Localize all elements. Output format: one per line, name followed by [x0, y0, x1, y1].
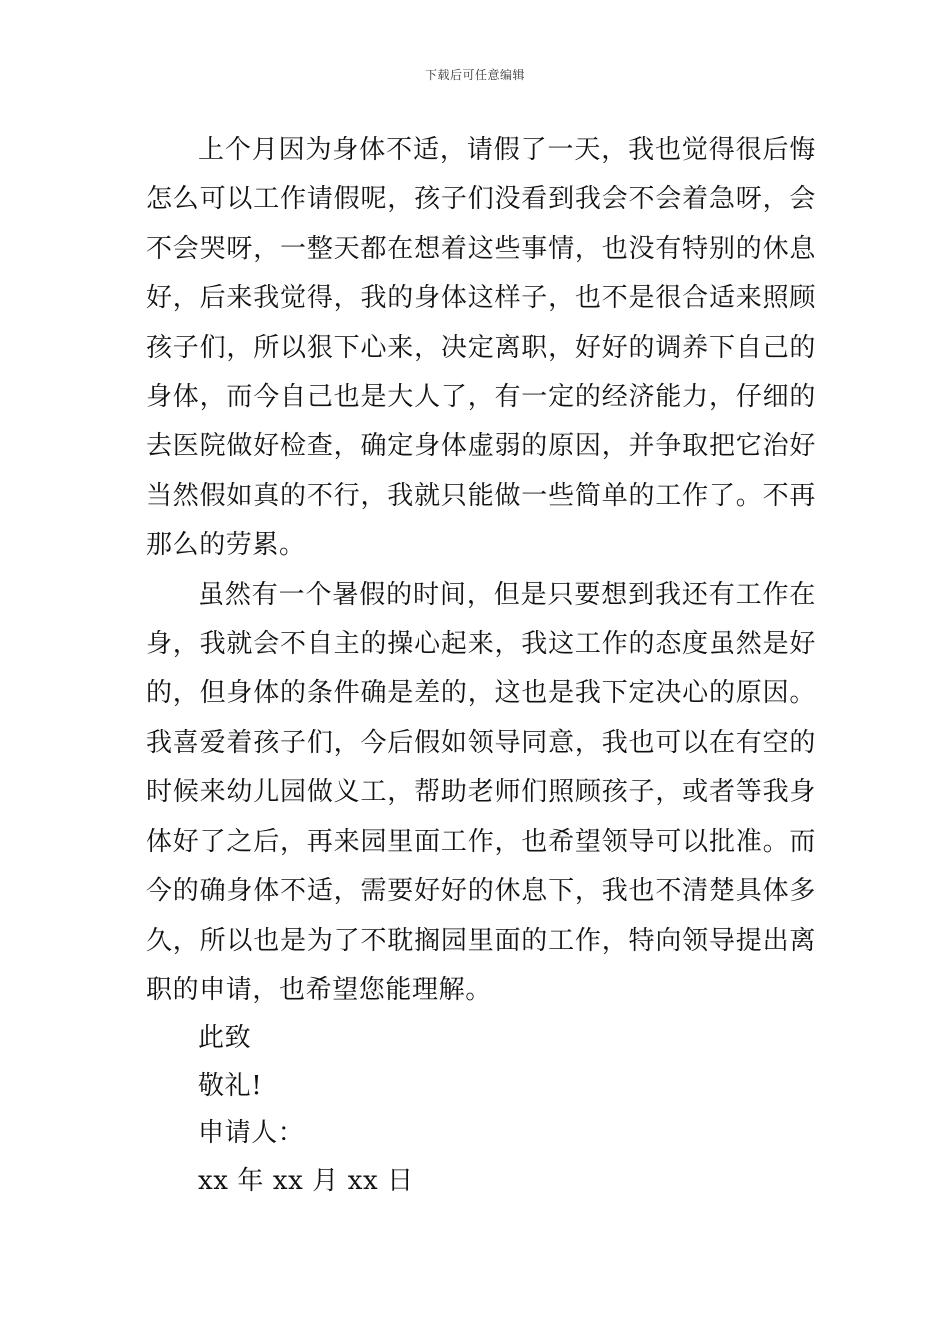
letter-closing — [146, 1015, 816, 1205]
letter-body — [146, 126, 816, 1205]
salutation-line-1: 此致 — [198, 1023, 252, 1054]
applicant-label: 申请人： — [198, 1118, 305, 1149]
header-note: 下载后可任意编辑 — [424, 68, 525, 82]
paragraph-1: 上个月因为身体不适，请假了一天，我也觉得很后悔怎么可以工作请假呢，孩子们没看到我会不会着急呀，会不会哭呀，一整天都在想着这些事情，也没有特别的休息好，后来我觉得，我的身体这样子，也不是很合适来照顾孩子们，所以狠下心来，决定离职，好好的调养下自己的身体，而今自己也是大人了，有一定的经济能力，仔细的去医院做好检查，确定身体虚弱的原因，并争取把它治好当然假如真的不行，我就只能做一些简单的工作了。不再那么的劳累。 — [146, 135, 816, 561]
salutation-line-2: 敬礼! — [198, 1070, 263, 1101]
paragraph-2: 虽然有一个暑假的时间，但是只要想到我还有工作在身，我就会不自主的操心起来，我这工作的态度虽然是好的，但身体的条件确是差的，这也是我下定决心的原因。我喜爱着孩子们，今后假如领导同意，我也可以在有空的时候来幼儿园做义工，帮助老师们照顾孩子，或者等我身体好了之后，再来园里面工作，也希望领导可以批准。而今的确身体不适，需要好好的休息下，我也不清楚具体多久，所以也是为了不耽搁园里面的工作，特向领导提出离职的申请，也希望您能理解。 — [146, 579, 816, 1005]
date-line: xx 年 xx 月 xx 日 — [198, 1165, 414, 1196]
